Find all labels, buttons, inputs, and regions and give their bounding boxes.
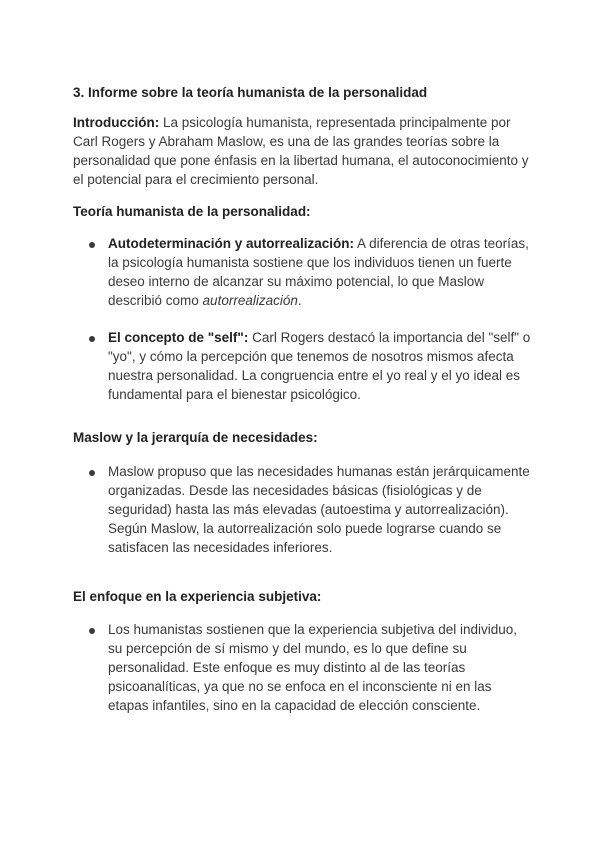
intro-text: La psicología humanista, representada principalmente por Carl Rogers y Abraham Maslow, es una de las grandes teorías sobre la personalidad que pone énfasis en la libertad humana, el autoconocimiento y el potencial para el crecimiento personal. <box>73 115 529 187</box>
intro-paragraph <box>73 113 535 189</box>
bullet-icon <box>89 242 95 248</box>
bullet-icon <box>89 336 95 342</box>
list-item-tail: . <box>297 293 302 308</box>
list-item-text: Los humanistas sostienen que la experiencia subjetiva del individuo, su percepción de sí mismo y del mundo, es lo que define su personalidad. Este enfoque es muy distinto al de las teorías psicoanalíticas, ya que no se enfoca en el inconsciente ni en las etapas infantiles, sino en la capacidad de elección consciente. <box>108 622 518 713</box>
list-item <box>73 462 535 557</box>
document-title: 3. Informe sobre la teoría humanista de la personalidad <box>73 85 428 100</box>
humanist-theory-list <box>73 234 535 404</box>
section-heading-maslow: Maslow y la jerarquía de necesidades: <box>73 430 318 445</box>
list-item <box>73 234 535 310</box>
maslow-list <box>73 462 535 557</box>
list-item-emphasis: autorrealización <box>202 293 298 308</box>
document-page <box>73 84 535 715</box>
list-item <box>73 328 535 404</box>
bullet-icon <box>89 470 95 476</box>
subjective-experience-list <box>73 620 535 715</box>
section-heading-humanist-theory: Teoría humanista de la personalidad: <box>73 204 311 219</box>
list-item-text: Maslow propuso que las necesidades humanas están jerárquicamente organizadas. Desde las necesidades básicas (fisiológicas y de seguridad) hasta las más elevadas (autoestima y autorrealización). Según Maslow, la autorrealización solo puede lograrse cuando se satisfacen las necesidades inferiores. <box>108 464 530 555</box>
list-item-lead: Autodeterminación y autorrealización: <box>108 236 355 251</box>
list-item-text: Carl Rogers destacó la importancia del "self" o "yo", y cómo la percepción que tenemos de nosotros mismos afecta nuestra personalidad. La congruencia entre el yo real y el yo ideal es fundamental para el bienestar psicológico. <box>108 330 531 402</box>
list-item <box>73 620 535 715</box>
bullet-icon <box>89 628 95 634</box>
list-item-lead: El concepto de "self": <box>108 330 249 345</box>
list-item-text: A diferencia de otras teorías, la psicología humanista sostiene que los individuos tienen un fuerte deseo interno de alcanzar su máximo potencial, lo que Maslow describió como <box>108 236 529 308</box>
section-heading-subjective-experience: El enfoque en la experiencia subjetiva: <box>73 589 322 604</box>
intro-lead: Introducción: <box>73 115 160 130</box>
